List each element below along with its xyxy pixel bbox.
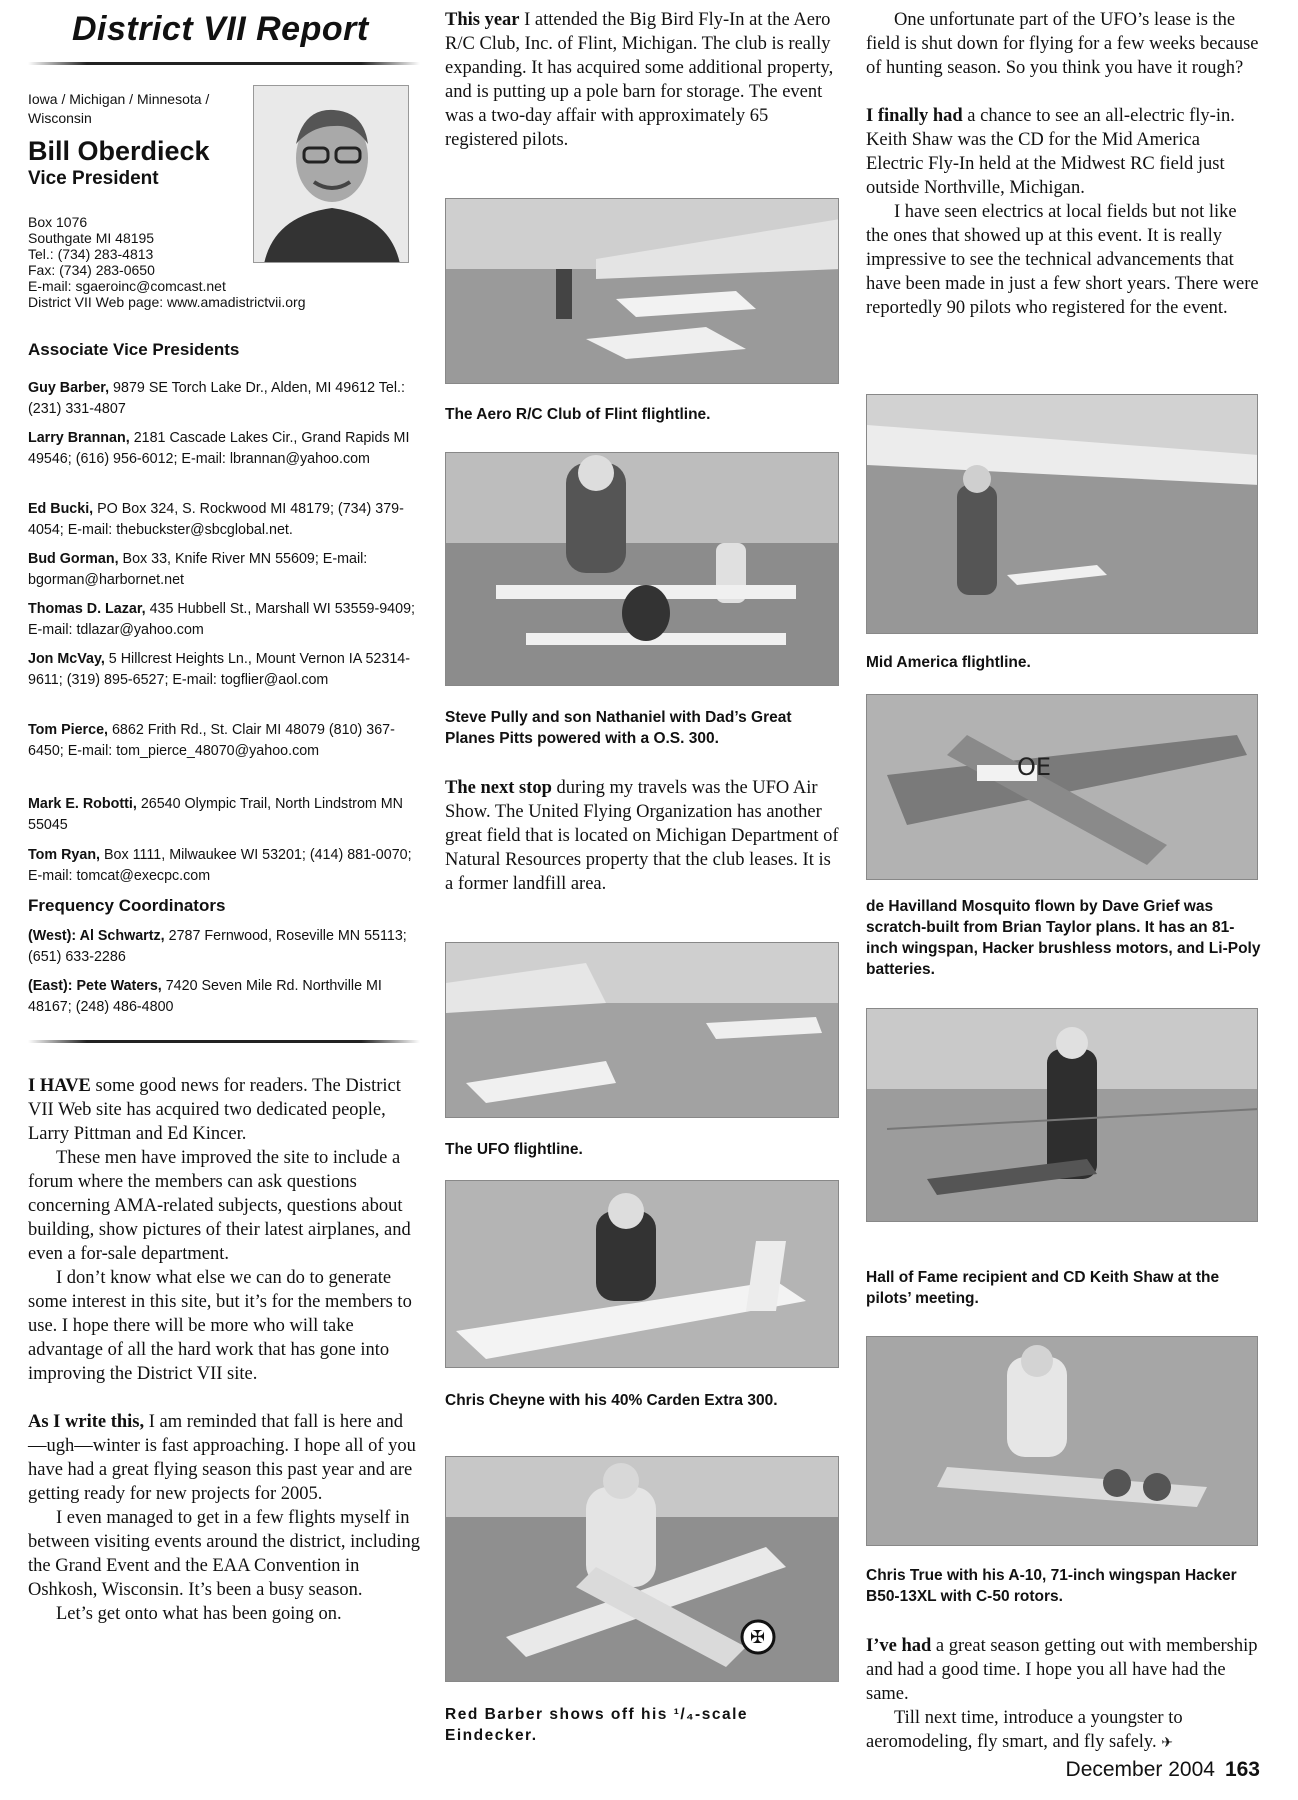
associate-entry: Tom Ryan, Box 1111, Milwaukee WI 53201; (414) 881-0070; E-mail: tomcat@execpc.com <box>28 847 412 884</box>
paragraph: As I write this, I am reminded that fall is here and—ugh—winter is fast approaching. I hope all of you have had a great flying season this past year and are getting ready for new projects for 2005. <box>28 1412 416 1504</box>
photo-caption: Chris Cheyne with his 40% Carden Extra 300. <box>445 1392 778 1409</box>
contact-line: Fax: (734) 283-0650 <box>28 262 155 278</box>
section-rule <box>28 1040 420 1043</box>
associate-entry: Mark E. Robotti, 26540 Olympic Trail, North Lindstrom MN 55045 <box>28 796 404 833</box>
ufo-paragraph <box>445 776 841 896</box>
photo-caption: Mid America flightline. <box>866 654 1031 671</box>
chris-true-a10-photo <box>866 1336 1258 1546</box>
ufo-flightline-photo <box>445 942 839 1118</box>
paragraph: I don’t know what else we can do to generate some interest in this site, but it’s for the members to use. I hope there will be more who will take advantage of all the hard work that has gone into improving the District VII site. <box>28 1268 412 1384</box>
issue-date: December 2004 <box>1065 1758 1215 1781</box>
associate-entry: Jon McVay, 5 Hillcrest Heights Ln., Mount Vernon IA 52314-9611; (319) 895-6527; E-mail: togflier@aol.com <box>28 651 410 688</box>
frequency-entry: (West): Al Schwartz, 2787 Fernwood, Roseville MN 55113; (651) 633-2286 <box>28 928 407 965</box>
associate-vp-heading: Associate Vice Presidents <box>28 340 240 359</box>
intro-article-text <box>28 1074 420 1626</box>
vp-contact-block <box>28 214 420 310</box>
page-title: District VII Report <box>72 10 369 48</box>
paragraph: I HAVE some good news for readers. The District VII Web site has acquired two dedicated people, Larry Pittman and Ed Kincer. <box>28 1076 401 1144</box>
end-mark-icon: ✈ <box>1161 1736 1173 1751</box>
photo-caption: de Havilland Mosquito flown by Dave Grief was scratch-built from Brian Taylor plans. It has an 81-inch wingspan, Hacker brushless motors, and Li-Poly batteries. <box>866 898 1261 978</box>
contact-line: District VII Web page: www.amadistrictvii.org <box>28 294 306 310</box>
associate-entry: Thomas D. Lazar, 435 Hubbell St., Marshall WI 53559-9409; E-mail: tdlazar@yahoo.com <box>28 601 416 638</box>
paragraph: I have seen electrics at local fields but not like the ones that showed up at this event. It is really impressive to see the technical advancements that have been made in just a few short years. There were reportedly 90 pilots who registered for the event. <box>866 202 1259 318</box>
paragraph: I finally had a chance to see an all-electric fly-in. Keith Shaw was the CD for the Mid America Electric Fly-In held at the Midwest RC field just outside Northville, Michigan. <box>866 106 1235 198</box>
mid-america-flightline-photo <box>866 394 1258 634</box>
associate-entry: Guy Barber, 9879 SE Torch Lake Dr., Alden, MI 49612 Tel.: (231) 331-4807 <box>28 380 405 417</box>
svg-text:✠: ✠ <box>750 1627 766 1648</box>
svg-text:OE: OE <box>1017 753 1052 781</box>
paragraph: Till next time, introduce a youngster to aeromodeling, fly smart, and fly safely. ✈ <box>866 1708 1183 1752</box>
closing-text <box>866 1634 1262 1756</box>
photo-caption: Steve Pully and son Nathaniel with Dad’s Great Planes Pitts powered with a O.S. 300. <box>445 709 792 747</box>
frequency-coordinators-heading: Frequency Coordinators <box>28 896 226 915</box>
paragraph: These men have improved the site to include a forum where the members can ask questions concerning AMA-related subjects, questions about building, show pictures of their latest airplanes, and even a for-sale department. <box>28 1148 411 1264</box>
mosquito-photo <box>866 694 1258 880</box>
aero-rc-flightline-photo <box>445 198 839 384</box>
right-article-text <box>866 8 1262 320</box>
page-number: 163 <box>1224 1758 1260 1781</box>
frequency-entry: (East): Pete Waters, 7420 Seven Mile Rd. Northville MI 48167; (248) 486-4800 <box>28 978 382 1015</box>
page-footer <box>1066 1758 1260 1782</box>
contact-line: Southgate MI 48195 <box>28 230 155 246</box>
associate-entry: Ed Bucki, PO Box 324, S. Rockwood MI 48179; (734) 379-4054; E-mail: thebuckster@sbcglobal.net. <box>28 501 404 538</box>
barber-eindecker-photo <box>445 1456 839 1682</box>
contact-line: Tel.: (734) 283-4813 <box>28 246 154 262</box>
paragraph: The next stop during my travels was the UFO Air Show. The United Flying Organization has another great field that is located on Michigan Department of Natural Resources property that the club leases. It is a former landfill area. <box>445 778 839 894</box>
photo-caption: Chris True with his A-10, 71-inch wingspan Hacker B50-13XL with C-50 rotors. <box>866 1567 1237 1605</box>
title-rule <box>28 62 420 65</box>
associate-entry: Tom Pierce, 6862 Frith Rd., St. Clair MI 48079 (810) 367-6450; E-mail: tom_pierce_48070@yahoo.com <box>28 722 395 759</box>
contact-line: E-mail: sgaeroinc@comcast.net <box>28 278 226 294</box>
district-states: Iowa / Michigan / Minnesota / Wisconsin <box>28 91 210 126</box>
pully-pitts-photo <box>445 452 839 686</box>
cheyne-extra-photo <box>445 1180 839 1368</box>
contact-line: Box 1076 <box>28 214 88 230</box>
photo-caption: Hall of Fame recipient and CD Keith Shaw at the pilots’ meeting. <box>866 1269 1220 1307</box>
photo-caption: The Aero R/C Club of Flint flightline. <box>445 406 711 423</box>
paragraph: I’ve had a great season getting out with membership and had a good time. I hope you all have had the same. <box>866 1636 1258 1704</box>
photo-caption: Red Barber shows off his ¹/₄-scale Eindecker. <box>445 1706 749 1744</box>
paragraph: Let’s get onto what has been going on. <box>56 1604 342 1624</box>
vp-name: Bill Oberdieck <box>28 136 210 166</box>
keith-shaw-photo <box>866 1008 1258 1222</box>
associate-entry: Bud Gorman, Box 33, Knife River MN 55609; E-mail: bgorman@harbornet.net <box>28 551 368 588</box>
vp-title: Vice President <box>28 168 159 189</box>
photo-caption: The UFO flightline. <box>445 1141 583 1158</box>
big-bird-paragraph <box>445 8 841 152</box>
paragraph: This year I attended the Big Bird Fly-In at the Aero R/C Club, Inc. of Flint, Michigan. The club is really expanding. It has acquired some additional property, and is putting up a pole barn for storage. The event was a two-day affair with approximately 65 registered pilots. <box>445 10 834 150</box>
associate-entry: Larry Brannan, 2181 Cascade Lakes Cir., Grand Rapids MI 49546; (616) 956-6012; E-mail: lbrannan@yahoo.com <box>28 430 410 467</box>
paragraph: I even managed to get in a few flights myself in between visiting events around the district, including the Grand Event and the EAA Convention in Oshkosh, Wisconsin. It’s been a busy season. <box>28 1508 421 1600</box>
paragraph: One unfortunate part of the UFO’s lease is the field is shut down for flying for a few weeks because of hunting season. So you think you have it rough? <box>866 10 1259 78</box>
